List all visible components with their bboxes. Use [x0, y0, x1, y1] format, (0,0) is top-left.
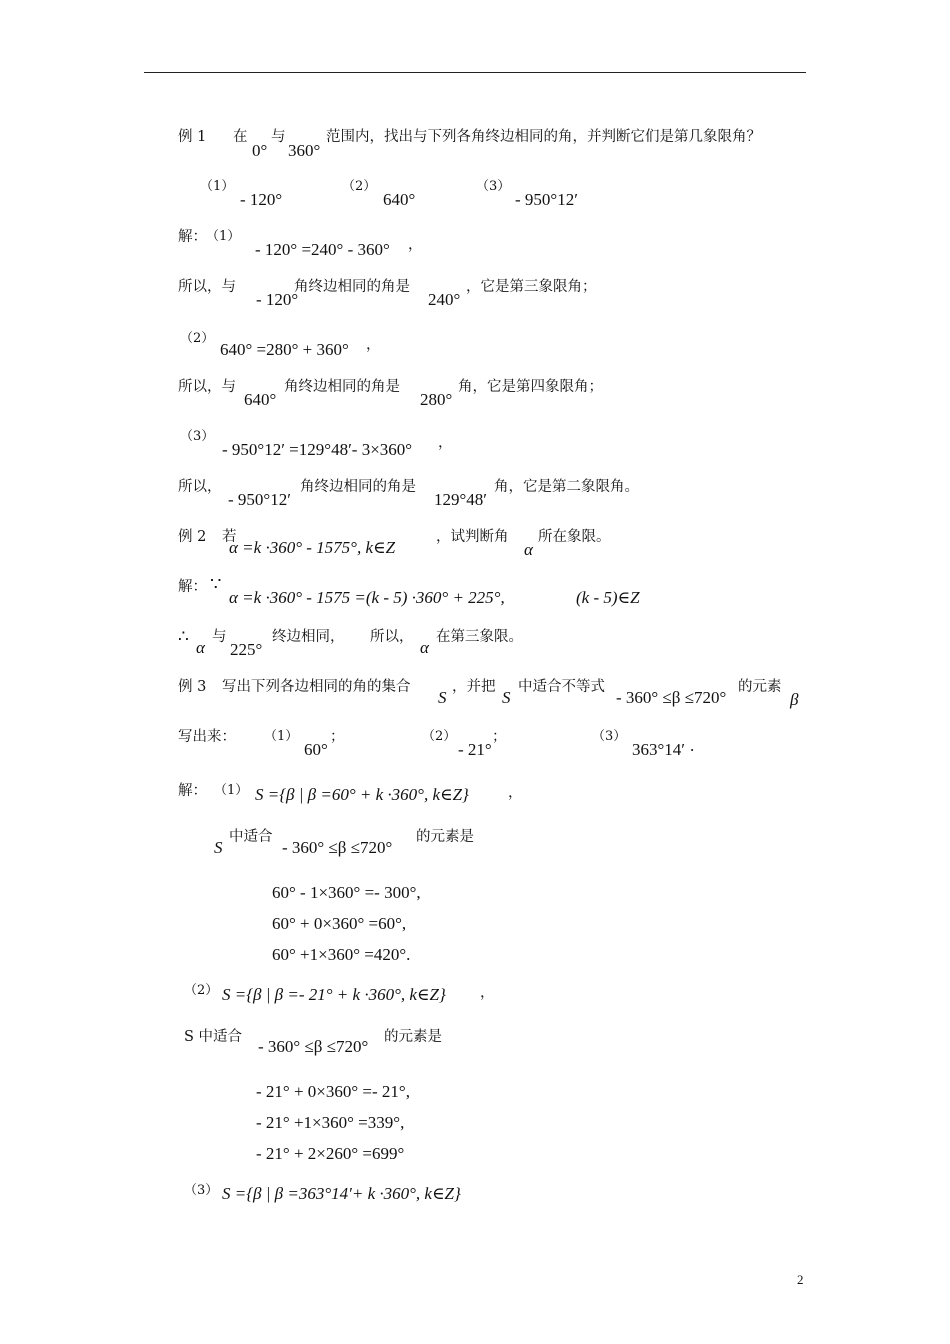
text: 角终边相同的角是: [284, 379, 400, 395]
text: 所以，: [370, 629, 414, 645]
item-number: （3）: [184, 1183, 219, 1198]
math: - 360° ≤β ≤720°: [616, 688, 727, 707]
math: 225°: [230, 640, 263, 659]
math: - 120°: [240, 190, 283, 209]
math: S ={β | β =363°14′+ k ·360°, k∈Z}: [222, 1184, 461, 1203]
math: β: [790, 690, 799, 709]
item-number: （2）: [422, 729, 457, 744]
text: 角，它是第四象限角；: [458, 379, 603, 395]
math: α: [420, 638, 429, 657]
math: - 21°: [458, 740, 492, 759]
item-number: （2）: [184, 983, 219, 998]
math: S: [502, 688, 511, 707]
text: 的元素是: [416, 829, 474, 845]
math: 640° =280° + 360°: [220, 340, 349, 359]
math: 240°: [428, 290, 461, 309]
text: 所以，与: [178, 379, 236, 395]
math: - 950°12′: [228, 490, 291, 509]
math: 640°: [244, 390, 277, 409]
text: 所以，: [178, 479, 222, 495]
text: 在第三象限。: [436, 629, 523, 645]
math: - 360° ≤β ≤720°: [282, 838, 393, 857]
math: 129°48′: [434, 490, 488, 509]
text: ，: [508, 785, 523, 801]
text: 所在象限。: [538, 529, 611, 545]
text: ；: [330, 729, 345, 745]
math: 60° - 1×360° =- 300°,: [272, 883, 421, 902]
math: - 21° +1×360° =339°,: [256, 1113, 405, 1132]
math: 280°: [420, 390, 453, 409]
text: ，它是第三象限角；: [466, 279, 597, 295]
example-1-title: 例 1: [178, 129, 207, 145]
text: 的元素: [738, 679, 782, 695]
math: - 120° =240° - 360°: [255, 240, 390, 259]
math: 60° + 0×360° =60°,: [272, 914, 407, 933]
text: 角终边相同的角是: [300, 479, 416, 495]
text: 写出来：: [178, 729, 236, 745]
math: 60° +1×360° =420°.: [272, 945, 411, 964]
text: ；: [492, 729, 507, 745]
because-symbol: ∵: [210, 574, 222, 595]
header-rule: [144, 72, 806, 73]
solution-label: 解：: [178, 229, 207, 245]
text: ，并把: [452, 679, 496, 695]
item-number: （1）: [206, 229, 241, 244]
text: 所以，与: [178, 279, 236, 295]
math: - 950°12′: [515, 190, 578, 209]
text: 若: [222, 529, 237, 545]
text: ，: [408, 237, 423, 253]
math: 0°: [252, 141, 268, 160]
math: S: [214, 838, 223, 857]
solution-label: 解：: [178, 579, 207, 595]
math: α =k ·360° - 1575°, k∈Z: [229, 538, 396, 557]
text: ，: [438, 435, 453, 451]
math: (k - 5)∈Z: [576, 588, 640, 607]
solution-label: 解：: [178, 783, 207, 799]
example-3-title: 例 3: [178, 679, 207, 695]
text: 终边相同，: [272, 629, 345, 645]
text: 角，它是第二象限角。: [494, 479, 639, 495]
math: - 21° + 0×360° =- 21°,: [256, 1082, 410, 1101]
math: S ={β | β =60° + k ·360°, k∈Z}: [255, 785, 469, 804]
math: 363°14′: [632, 740, 686, 759]
math: 640°: [383, 190, 416, 209]
text: S 中适合: [184, 1029, 243, 1045]
text: 中适合: [229, 829, 273, 845]
text: ，试判断角: [436, 529, 509, 545]
text: ，: [480, 985, 495, 1001]
example-2-title: 例 2: [178, 529, 207, 545]
item-number: （3）: [180, 429, 215, 444]
item-number: （2）: [180, 331, 215, 346]
math: α: [196, 638, 205, 657]
math: S ={β | β =- 21° + k ·360°, k∈Z}: [222, 985, 446, 1004]
math: - 21° + 2×260° =699°: [256, 1144, 405, 1163]
text: 与: [212, 629, 227, 645]
math: α =k ·360° - 1575 =(k - 5) ·360° + 225°,: [229, 588, 505, 607]
item-number: （1）: [214, 783, 249, 798]
math: - 360° ≤β ≤720°: [258, 1037, 369, 1056]
math: 360°: [288, 141, 321, 160]
text: .: [690, 736, 695, 755]
item-number: （1）: [264, 729, 299, 744]
math: S: [438, 688, 447, 707]
item-number: （2）: [342, 179, 377, 194]
math: - 120°: [256, 290, 299, 309]
text: 在: [233, 129, 248, 145]
text: 与: [271, 129, 286, 145]
text: 范围内，找出与下列各角终边相同的角，并判断它们是第几象限角？: [326, 129, 761, 145]
text: 的元素是: [384, 1029, 442, 1045]
therefore-symbol: ∴: [178, 627, 189, 647]
item-number: （3）: [476, 179, 511, 194]
text: 角终边相同的角是: [294, 279, 410, 295]
item-number: （1）: [200, 179, 235, 194]
math: - 950°12′ =129°48′- 3×360°: [222, 440, 413, 459]
text: 写出下列各边相同的角的集合: [222, 679, 411, 695]
math: α: [524, 540, 533, 559]
item-number: （3）: [592, 729, 627, 744]
text: ，: [366, 337, 381, 353]
page-number: 2: [797, 1272, 804, 1287]
text: 中适合不等式: [518, 679, 605, 695]
math: 60°: [304, 740, 328, 759]
